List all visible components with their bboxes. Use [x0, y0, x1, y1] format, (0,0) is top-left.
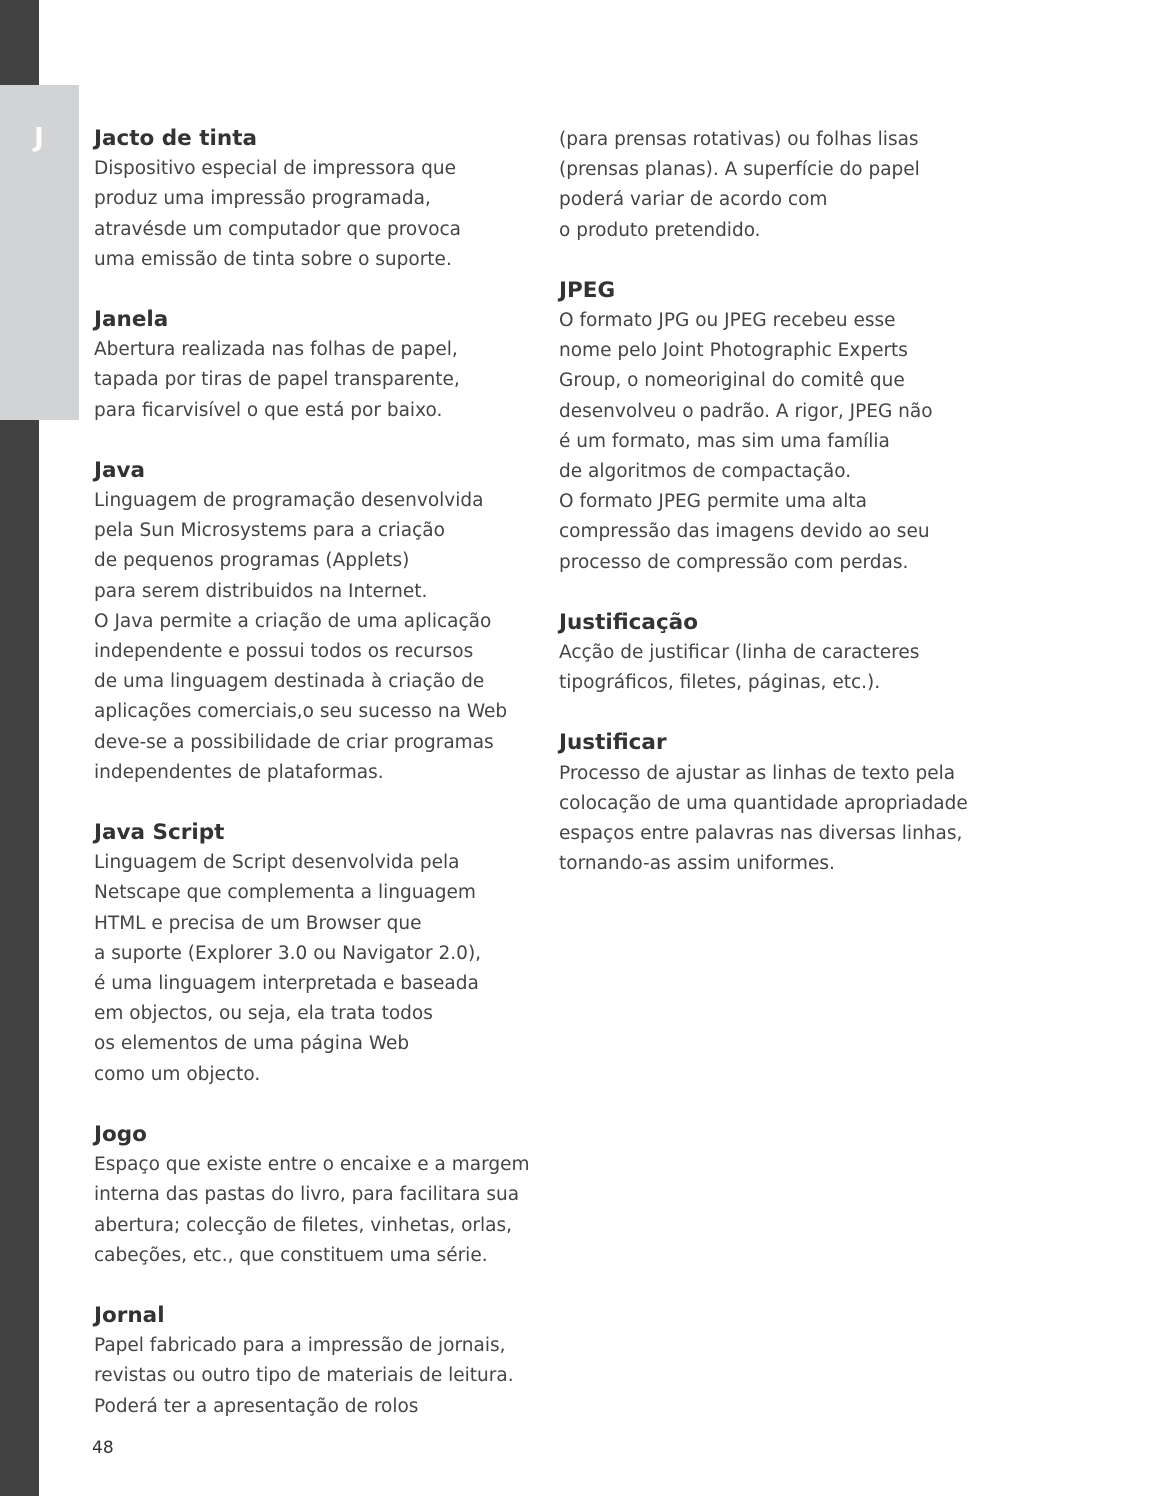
definition-line: deve-se a possibilidade de criar programas [94, 731, 494, 753]
glossary-term: Janela [94, 307, 169, 333]
glossary-entry-jacto-de-tinta [94, 124, 549, 275]
definition-line: Dispositivo especial de impressora que [94, 158, 456, 180]
definition-line: espaços entre palavras nas diversas linhas, [559, 823, 963, 845]
definition-line: para ficarvisível o que está por baixo. [94, 399, 443, 421]
left-column [94, 124, 549, 1452]
definition-line: poderá variar de acordo com [559, 189, 828, 211]
definition-line: o produto pretendido. [559, 219, 761, 241]
glossary-entry-java-script [94, 818, 549, 1090]
definition-line: a suporte (Explorer 3.0 ou Navigator 2.0), [94, 942, 482, 964]
definition-line: colocação de uma quantidade apropriadade [559, 792, 968, 814]
definition-line: independente e possui todos os recursos [94, 641, 474, 663]
definition-line: Papel fabricado para a impressão de jornais, [94, 1335, 506, 1357]
definition-line: pela Sun Microsystems para a criação [94, 520, 445, 542]
glossary-term: JPEG [559, 277, 616, 303]
definition-line: abertura; colecção de filetes, vinhetas, orlas, [94, 1214, 513, 1236]
definition-line: tornando-as assim uniformes. [559, 853, 835, 875]
definition-line: O formato JPEG permite uma alta [559, 491, 867, 513]
definition-line: processo de compressão com perdas. [559, 551, 909, 573]
definition-line: desenvolveu o padrão. A rigor, JPEG não [559, 400, 933, 422]
definition-line: em objectos, ou seja, ela trata todos [94, 1003, 433, 1025]
definition-line: HTML e precisa de um Browser que [94, 912, 422, 934]
definition-line: atravésde um computador que provoca [94, 218, 462, 240]
definition-line: Espaço que existe entre o encaixe e a margem [94, 1154, 530, 1176]
definition-line: Abertura realizada nas folhas de papel, [94, 339, 458, 361]
definition-line: cabeções, etc., que constituem uma série. [94, 1244, 488, 1266]
definition-line: Poderá ter a apresentação de rolos [94, 1395, 419, 1417]
glossary-entry-justificacao [559, 608, 999, 699]
glossary-term: Jogo [94, 1121, 147, 1147]
definition-line: Processo de ajustar as linhas de texto pela [559, 762, 956, 784]
definition-line: (prensas planas). A superfície do papel [559, 159, 920, 181]
definition-line: revistas ou outro tipo de materiais de leitura. [94, 1365, 514, 1387]
definition-line: O formato JPG ou JPEG recebeu esse [559, 310, 896, 332]
definition-line: é uma linguagem interpretada e baseada [94, 973, 479, 995]
definition-line: uma emissão de tinta sobre o suporte. [94, 248, 452, 270]
page-number: 48 [92, 1438, 114, 1458]
continued-definition [559, 125, 999, 246]
glossary-term: Justificação [559, 609, 698, 635]
definition-line: para serem distribuidos na Internet. [94, 580, 428, 602]
glossary-term: Java Script [94, 820, 225, 846]
definition-line: (para prensas rotativas) ou folhas lisas [559, 129, 919, 150]
definition-line: independentes de plataformas. [94, 761, 384, 783]
definition-line: nome pelo Joint Photographic Experts [559, 340, 908, 362]
glossary-term: Justificar [559, 730, 667, 756]
definition-line: é um formato, mas sim uma família [559, 430, 890, 452]
definition-line: tipográficos, filetes, páginas, etc.). [559, 672, 881, 694]
definition-line: como um objecto. [94, 1063, 261, 1085]
glossary-term: Java [94, 457, 146, 483]
glossary-entry-justificar [559, 728, 999, 879]
section-letter: J [34, 123, 44, 153]
definition-line: de uma linguagem destinada à criação de [94, 671, 485, 693]
glossary-term: Jacto de tinta [94, 126, 257, 151]
definition-line: aplicações comerciais,o seu sucesso na Web [94, 701, 508, 723]
right-column [559, 125, 999, 909]
right-entries [559, 276, 999, 880]
definition-line: Acção de justificar (linha de caracteres [559, 642, 920, 664]
glossary-entry-jpeg [559, 276, 999, 578]
glossary-entry-jornal [94, 1301, 549, 1422]
definition-line: Linguagem de programação desenvolvida [94, 490, 484, 512]
definition-line: Linguagem de Script desenvolvida pela [94, 852, 460, 874]
glossary-entry-jogo [94, 1120, 549, 1271]
definition-line: Group, o nomeoriginal do comitê que [559, 370, 905, 392]
definition-line: de pequenos programas (Applets) [94, 550, 410, 572]
definition-line: Netscape que complementa a linguagem [94, 882, 476, 904]
definition-line: produz uma impressão programada, [94, 188, 431, 210]
definition-line: O Java permite a criação de uma aplicação [94, 610, 492, 632]
definition-line: de algoritmos de compactação. [559, 461, 852, 483]
definition-line: interna das pastas do livro, para facilitara sua [94, 1184, 520, 1206]
definition-line: os elementos de uma página Web [94, 1033, 410, 1055]
definition-line: tapada por tiras de papel transparente, [94, 369, 460, 391]
glossary-entry-java [94, 456, 549, 788]
glossary-entry-janela [94, 305, 549, 426]
definition-line: compressão das imagens devido ao seu [559, 521, 930, 543]
glossary-term: Jornal [94, 1302, 165, 1328]
